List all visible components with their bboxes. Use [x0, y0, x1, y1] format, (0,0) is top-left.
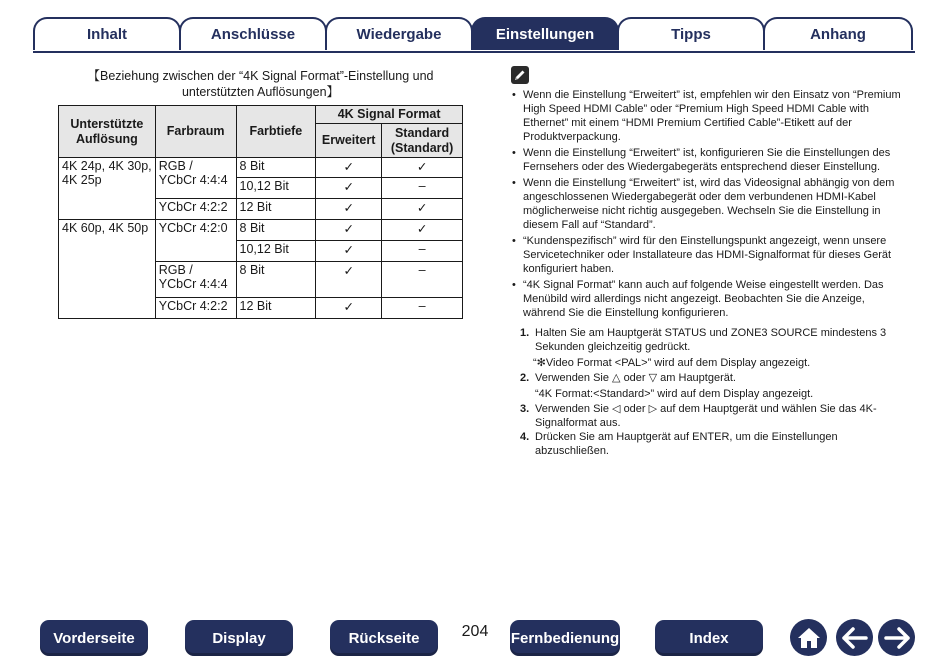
step-item [520, 326, 910, 370]
cell-depth: 12 Bit [236, 298, 316, 319]
step-item [520, 430, 910, 458]
cell-depth: 10,12 Bit [236, 178, 316, 199]
arrow-left-icon [842, 627, 868, 649]
top-tab-bar [33, 17, 915, 53]
header-colorspace: Farbraum [155, 106, 236, 158]
tab-anhang[interactable]: Anhang [763, 17, 913, 50]
cell-depth: 12 Bit [236, 199, 316, 220]
step-result: “4K Format:<Standard>” wird auf dem Display angezeigt. [535, 388, 814, 400]
cell-extended: ✓ [316, 241, 382, 262]
header-resolution: Unterstützte Auflösung [59, 106, 156, 158]
cell-colorspace: YCbCr 4:2:0 [155, 220, 236, 262]
cell-resolution: 4K 60p, 4K 50p [59, 220, 156, 319]
step-text: Verwenden Sie △ oder ▽ am Hauptgerät. [535, 372, 736, 384]
cell-extended: ✓ [316, 158, 382, 178]
tab-anschluesse[interactable]: Anschlüsse [179, 17, 327, 50]
notes-bullet-list [510, 88, 910, 320]
cell-standard: ✓ [382, 158, 463, 178]
cell-standard: – [382, 298, 463, 319]
caption-line-1: 【Beziehung zwischen der “4K Signal Format”-Einstellung und [87, 69, 434, 83]
table-caption [58, 68, 463, 100]
tab-baseline [33, 51, 915, 53]
step-text: Drücken Sie am Hauptgerät auf ENTER, um die Einstellungen abzuschließen. [535, 431, 838, 457]
header-extended: Erweitert [316, 124, 382, 158]
arrow-right-icon [884, 627, 910, 649]
cell-standard: – [382, 178, 463, 199]
nav-rueckseite-button[interactable]: Rückseite [330, 620, 438, 656]
step-number: 4. [520, 431, 530, 443]
cell-depth: 8 Bit [236, 220, 316, 241]
signal-format-table [58, 105, 463, 319]
cell-colorspace: YCbCr 4:2:2 [155, 199, 236, 220]
step-number: 1. [520, 327, 530, 339]
header-4k-signal-format: 4K Signal Format [316, 106, 463, 124]
nav-vorderseite-button[interactable]: Vorderseite [40, 620, 148, 656]
list-item: • “Kundenspezifisch” wird für den Einstellungspunkt angezeigt, wenn unsere Servicetechniker oder Installateure das HDMI-Signalformat für dieses Gerät konfiguriert haben. [523, 234, 910, 276]
cell-standard: ✓ [382, 199, 463, 220]
notes-section [510, 88, 910, 458]
cell-standard: – [382, 241, 463, 262]
cell-extended: ✓ [316, 178, 382, 199]
list-item: • Wenn die Einstellung “Erweitert” ist, empfehlen wir den Einsatz von “Premium High Speed HDMI Cable” oder “Premium High Speed HDMI Cable with Ethernet” mit einem “HDMI Premium Certified Cable”-Etikett auf der Produktverpackung. [523, 88, 910, 144]
cell-resolution: 4K 24p, 4K 30p, 4K 25p [59, 158, 156, 220]
tab-einstellungen[interactable]: Einstellungen [471, 17, 619, 50]
step-item [520, 371, 910, 401]
cell-extended: ✓ [316, 298, 382, 319]
tab-tipps[interactable]: Tipps [617, 17, 765, 50]
cell-colorspace: YCbCr 4:2:2 [155, 298, 236, 319]
header-depth: Farbtiefe [236, 106, 316, 158]
step-text: Halten Sie am Hauptgerät STATUS und ZONE3 SOURCE mindestens 3 Sekunden gleichzeitig gedrückt. [535, 327, 887, 353]
cell-standard: ✓ [382, 220, 463, 241]
step-text: Verwenden Sie ◁ oder ▷ auf dem Hauptgerät und wählen Sie das 4K-Signalformat aus. [535, 403, 877, 429]
cell-extended: ✓ [316, 199, 382, 220]
cell-depth: 8 Bit [236, 158, 316, 178]
home-icon [796, 626, 822, 650]
cell-depth: 10,12 Bit [236, 241, 316, 262]
step-result: “✻Video Format <PAL>” wird auf dem Display angezeigt. [533, 357, 811, 369]
home-button[interactable] [790, 619, 827, 656]
cell-colorspace: RGB / YCbCr 4:4:4 [155, 262, 236, 298]
nav-index-button[interactable]: Index [655, 620, 763, 656]
table-row [59, 158, 463, 178]
list-item: • Wenn die Einstellung “Erweitert” ist, wird das Videosignal abhängig von dem angeschlossenen Wiedergabegerät oder dem verbundenen HDMI-Kabel möglicherweise nicht richtig ausgegeben. Wechseln Sie die Einstellung in diesem Fall auf “Standard”. [523, 176, 910, 232]
step-number: 2. [520, 372, 530, 384]
cell-extended: ✓ [316, 220, 382, 241]
list-item: • Wenn die Einstellung “Erweitert” ist, konfigurieren Sie die Einstellungen des Fernsehers oder des Wiedergabegeräts entsprechend dieser Einstellung. [523, 146, 910, 174]
tab-wiedergabe[interactable]: Wiedergabe [325, 17, 473, 50]
forward-button[interactable] [878, 619, 915, 656]
step-number: 3. [520, 403, 530, 415]
nav-display-button[interactable]: Display [185, 620, 293, 656]
step-item [520, 402, 910, 430]
tab-inhalt[interactable]: Inhalt [33, 17, 181, 50]
header-standard: Standard (Standard) [382, 124, 463, 158]
page-number: 204 [461, 623, 489, 640]
pencil-note-icon [511, 66, 529, 84]
list-item: • “4K Signal Format” kann auch auf folgende Weise eingestellt werden. Das Menübild wird allerdings nicht angezeigt. Beobachten Sie die Anzeige, während Sie die Einstellung konfigurieren. [523, 278, 910, 320]
cell-standard: – [382, 262, 463, 298]
cell-extended: ✓ [316, 262, 382, 298]
cell-colorspace: RGB / YCbCr 4:4:4 [155, 158, 236, 199]
steps-list [510, 326, 910, 458]
caption-line-2: unterstützten Auflösungen】 [181, 85, 340, 99]
cell-depth: 8 Bit [236, 262, 316, 298]
back-button[interactable] [836, 619, 873, 656]
table-row [59, 220, 463, 241]
nav-fernbedienung-button[interactable]: Fernbedienung [510, 620, 620, 656]
